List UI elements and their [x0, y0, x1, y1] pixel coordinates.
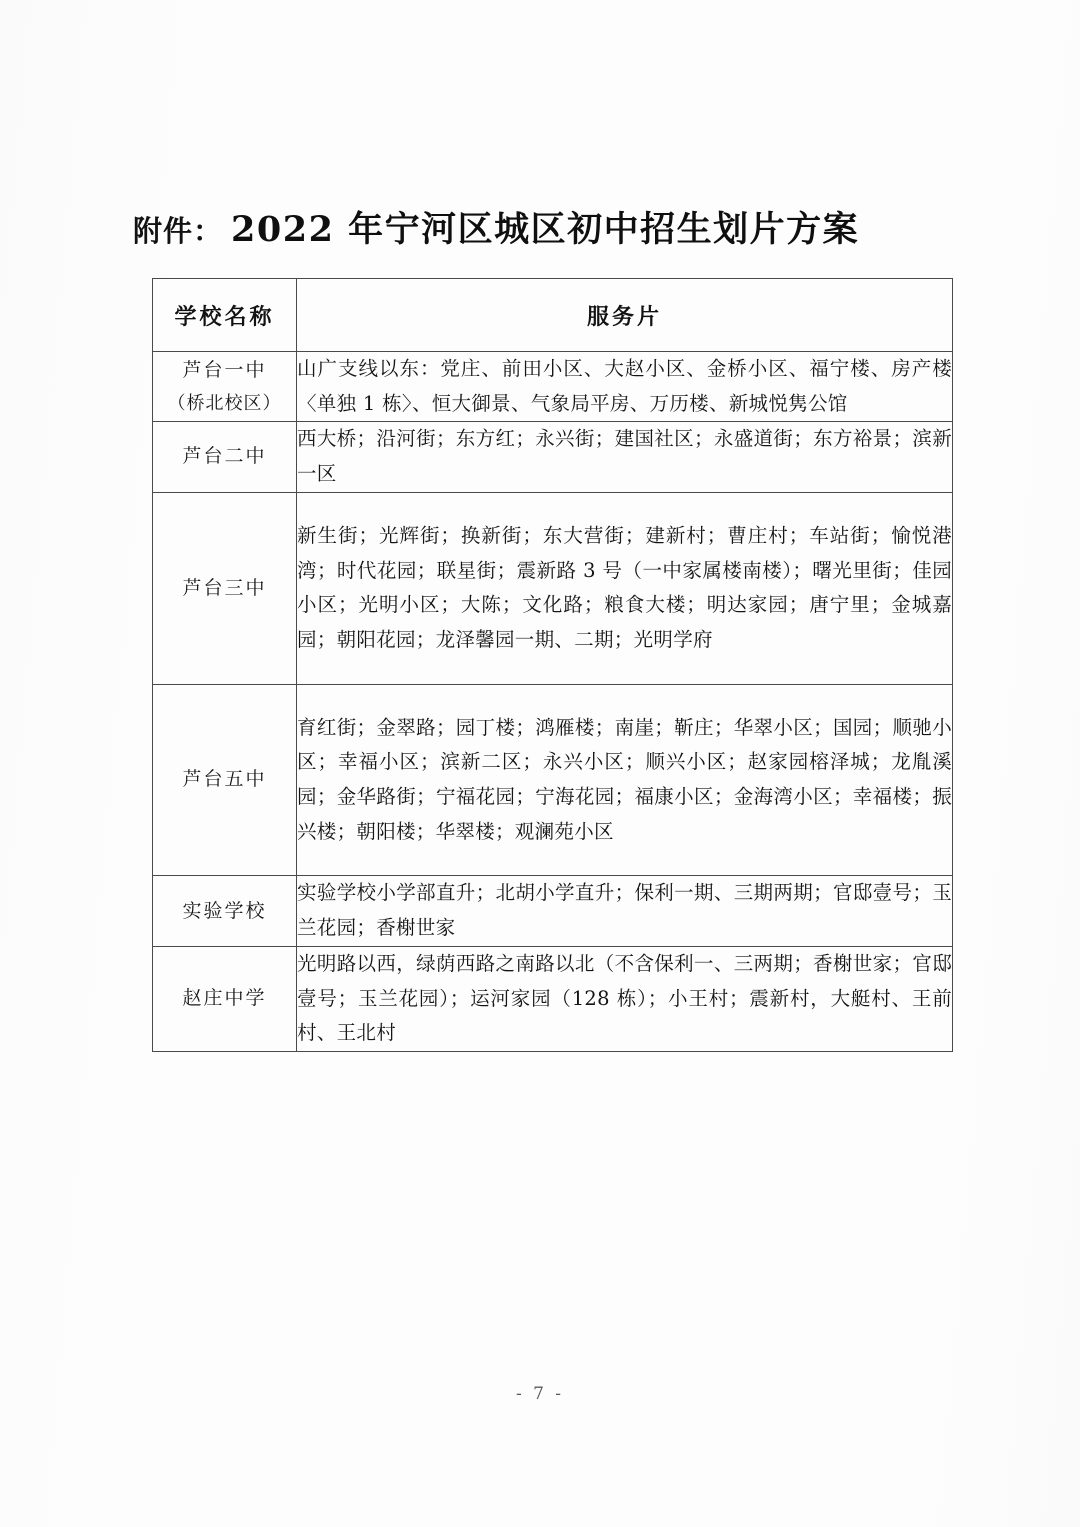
service-area-text: 育红街；金翠路；园丁楼；鸿雁楼；南崖；靳庄；华翠小区；国园；顺驰小区；幸福小区；滨新二区；永兴小区；顺兴小区；赵家园榕泽城；龙胤溪园；金华路街；宁福花园；宁海花园；福康小区；金海湾小区；幸福楼；振兴楼；朝阳楼；华翠楼；观澜苑小区 — [297, 715, 952, 843]
school-zoning-table — [152, 278, 953, 1052]
title-prefix: 附件： — [133, 214, 224, 248]
column-header-school: 学校名称 — [153, 279, 297, 352]
service-area-cell — [297, 352, 953, 422]
table-row — [153, 684, 953, 876]
service-area-text: 新生街；光辉街；换新街；东大营街；建新村；曹庄村；车站街；愉悦港湾；时代花园；联星街；震新路 3 号（一中家属楼南楼）；曙光里街；佳园小区；光明小区；大陈；文化路；粮食大楼；明达家园；唐宁里；金城嘉园；朝阳花园；龙泽馨园一期、二期；光明学府 — [297, 523, 952, 651]
school-name-cell — [153, 422, 297, 492]
table-row — [153, 422, 953, 492]
table-row — [153, 352, 953, 422]
school-name-cell — [153, 352, 297, 422]
service-area-text: 山广支线以东：党庄、前田小区、大赵小区、金桥小区、福宁楼、房产楼〈单独 1 栋〉、恒大御景、气象局平房、万历楼、新城悦隽公馆 — [297, 357, 952, 415]
school-name: 赵庄中学 — [182, 987, 267, 1010]
school-name-cell — [153, 684, 297, 876]
service-area-text: 西大桥；沿河街；东方红；永兴街；建国社区；永盛道街；东方裕景；滨新一区 — [297, 427, 952, 486]
table-row — [153, 492, 953, 684]
school-name-cell — [153, 876, 297, 946]
school-name: 实验学校 — [182, 899, 267, 922]
school-name: 芦台五中 — [182, 768, 267, 791]
page-title — [133, 202, 953, 252]
service-area-text: 光明路以西，绿荫西路之南路以北（不含保利一、三两期；香榭世家；官邸壹号；玉兰花园）；运河家园（128 栋）；小王村；震新村，大艇村、王前村、王北村 — [297, 951, 952, 1045]
school-campus: （桥北校区） — [167, 392, 282, 414]
column-header-area: 服务片 — [297, 279, 953, 352]
school-name: 芦台二中 — [182, 445, 267, 468]
school-name-cell — [153, 946, 297, 1051]
school-name-cell — [153, 492, 297, 684]
service-area-cell — [297, 684, 953, 876]
service-area-text: 实验学校小学部直升；北胡小学直升；保利一期、三期两期；官邸壹号；玉兰花园；香榭世家 — [297, 881, 952, 940]
page-number: - 7 - — [515, 1384, 565, 1404]
school-name: 芦台三中 — [182, 576, 267, 599]
title-main: 2022 年宁河区城区初中招生划片方案 — [231, 209, 860, 250]
school-name: 芦台一中 — [182, 359, 267, 382]
table-header-row — [153, 279, 953, 352]
table-row — [153, 876, 953, 946]
table-row — [153, 946, 953, 1051]
service-area-cell — [297, 492, 953, 684]
service-area-cell — [297, 946, 953, 1051]
service-area-cell — [297, 876, 953, 946]
service-area-cell — [297, 422, 953, 492]
